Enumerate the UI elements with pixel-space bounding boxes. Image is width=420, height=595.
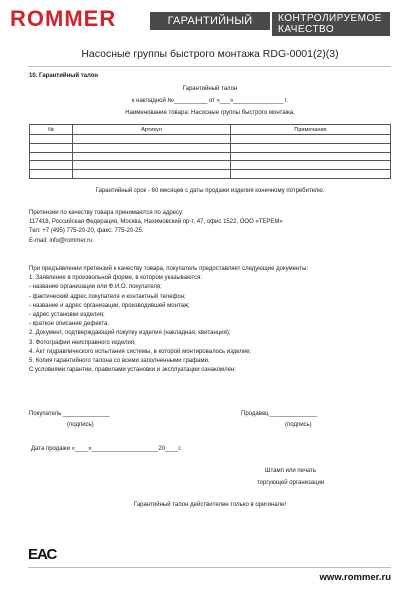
table-cell[interactable] [73,152,231,161]
buyer-signature-caption: (подпись) [67,422,94,428]
table-row [30,152,391,161]
table-cell[interactable] [231,152,391,161]
documents-line: - название и адрес организации, производившей монтаж; [29,302,190,309]
table-cell[interactable] [73,135,231,144]
table-cell[interactable] [231,161,391,170]
website-link[interactable]: www.rommer.ru [319,572,391,583]
brand-logo: ROMMER [10,6,117,31]
table-row [30,143,391,152]
quality-tag [272,12,390,36]
documents-line: 3. Фотографии неисправного изделия; [29,339,136,346]
claims-block [29,209,283,246]
table-cell[interactable] [30,161,73,170]
documents-block [29,265,308,375]
documents-line: 4. Акт гидравлического испытания системы, в которой монтировалось изделие; [29,348,252,355]
col-note-header: Примечание [231,125,391,135]
col-article-header: Артикул [73,125,231,135]
table-header-row [30,125,391,135]
buyer-signature[interactable]: Покупатель ______________ [29,411,110,417]
claims-phone: Тел: +7 (495) 775-20-20, факс: 775-20-25. [29,228,144,235]
documents-line: - фактический адрес покупателя и контактный телефон; [29,293,186,300]
header [0,0,420,45]
claims-line: Претензии по качеству товара принимаются по адресу: [29,210,184,216]
stamp-label: Штамп или печать [265,468,317,474]
items-table [29,124,391,179]
form-heading: Гарантийный талон [182,86,238,92]
quality-tag-line2: КАЧЕСТВО [278,24,335,35]
table-cell[interactable] [30,143,73,152]
documents-line: 5. Копия гарантийного талона со всеми заполненными графами. [29,358,210,365]
col-number-header: № [30,125,73,135]
footer-divider [28,567,391,568]
documents-line: С условиями гарантии, правилами установки и эксплуатации ознакомлен: [29,367,236,374]
eac-mark-icon: ЕАС [28,546,57,563]
table-cell[interactable] [30,170,73,179]
documents-line: - название организации или Ф.И.О. покупателя; [29,284,162,291]
table-cell[interactable] [231,170,391,179]
warranty-tag: ГАРАНТИЙНЫЙ ТАЛОН [150,12,270,30]
table-row [30,170,391,179]
seller-signature-caption: (подпись) [285,422,312,428]
table-row [30,161,391,170]
seller-signature[interactable]: Продавец ______________ [241,411,317,417]
sale-date[interactable]: Дата продажи «____»____________________20____г. [31,446,182,452]
validity-note: Гарантийный талон действителен только в оригинале! [133,502,287,508]
table-cell[interactable] [73,170,231,179]
table-row [30,135,391,144]
section-heading: 10. Гарантийный талон [29,73,99,79]
quality-tag-line1: КОНТРОЛИРУЕМОЕ [278,13,382,24]
table-cell[interactable] [73,143,231,152]
table-cell[interactable] [231,135,391,144]
claims-email[interactable]: E-mail: info@rommer.ru [29,237,93,244]
invoice-line: к накладной №__________ от «___»_______________ г. [131,98,289,104]
table-cell[interactable] [30,152,73,161]
stamp-label-2: торгующей организации [257,480,325,486]
warranty-term: Гарантийный срок - 60 месяцев с даты продажи изделия конечному потребителю. [95,188,325,194]
page-title: Насосные группы быстрого монтажа RDG-0001(2)(3) [81,48,339,60]
table-cell[interactable] [231,143,391,152]
claims-address: 117418, Российская Федерация, Москва, Нахимовский пр-т, 47, офис 1522, ООО «ТЕРЕМ» [29,219,283,226]
documents-line: При предъявлении претензий к качеству товара, покупатель предоставляет следующие документы: [29,266,309,272]
documents-line: - адрес установки изделия; [29,312,105,319]
title-divider [28,66,391,67]
documents-line: 1. Заявление в произвольной форме, в котором указываются: [29,275,203,282]
documents-line: 2. Документ, подтверждающий покупку изделия (накладная, квитанция); [29,330,231,337]
documents-line: - краткое описание дефекта. [29,321,110,328]
product-line: Наименование товара: Насосные группы быстрого монтажа. [125,110,295,116]
table-cell[interactable] [30,135,73,144]
table-cell[interactable] [73,161,231,170]
